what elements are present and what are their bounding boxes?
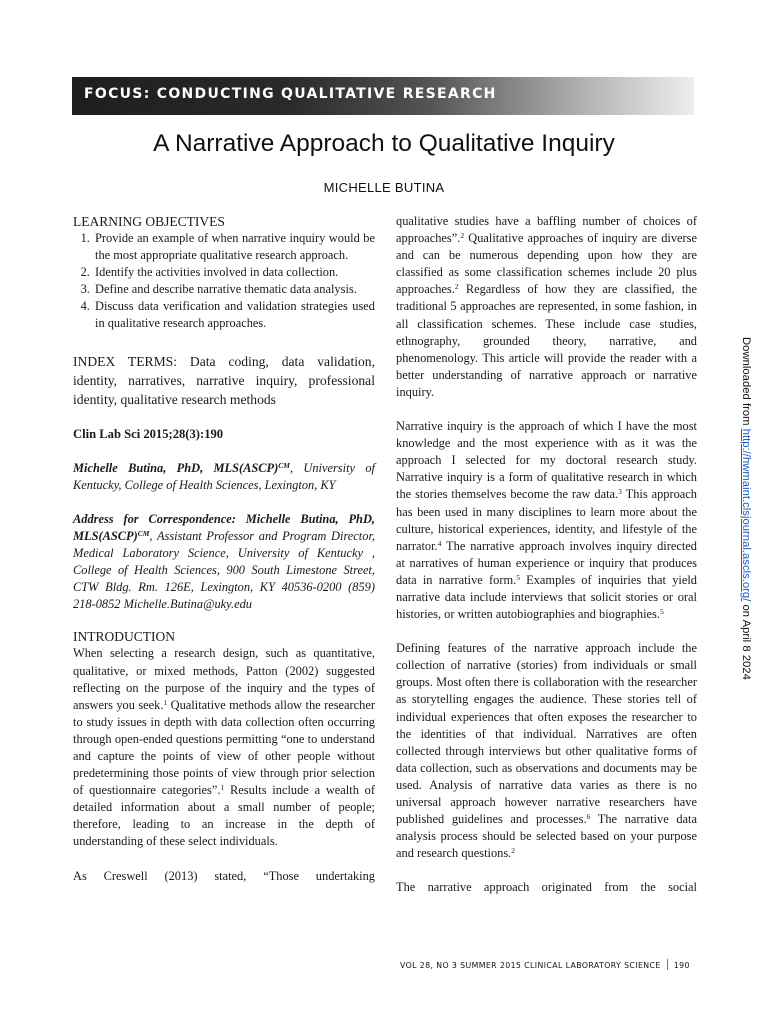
p1-text-a: qualitative studies have a baffling number of choices of approaches”. [396,214,697,246]
page-footer [400,959,690,970]
footnote-ref: 6 [586,812,591,822]
download-suffix: on April 8 2024 [740,601,752,680]
p2-text-c: The narrative approach involves inquiry directed at narratives of human experience or inquiry that produces data in narrative form. [396,538,697,587]
p1-text-c: Regardless of how they are classified, the traditional 5 approaches are represented, in some fashion, in all classification schemes. These include case studies, ethnography, grounded theory, narrative, and phenomenology. This article will provide the reader with a better understanding of narrative approach or narrative inquiry. [396,282,697,399]
right-paragraph-2 [396,418,697,623]
right-paragraph-4: The narrative approach originated from the social [396,880,697,895]
learning-objectives-list [73,230,375,333]
index-terms [73,352,375,409]
objective-item: 1. Provide an example of when narrative inquiry would be the most appropriate qualitative research approach. [93,230,375,264]
footer-journal: VOL 28, NO 3 SUMMER 2015 CLINICAL LABORATORY SCIENCE [400,961,661,970]
footnote-ref: 1 [220,783,225,793]
right-paragraph-1 [396,213,697,401]
footnote-ref: 5 [659,607,664,617]
learning-objectives-heading: LEARNING OBJECTIVES [73,214,225,229]
introduction-heading: INTRODUCTION [73,629,175,645]
intro-text-b: Qualitative methods allow the researcher to study issues in depth with data collection often occurring through open-ended questions permitting “one to understand and capture the points of view of other people without predetermining those points of view through prior selection of questionnaire categories”. [73,697,375,798]
correspondence-cm: CM [137,528,150,538]
correspondence-label: Address for Correspondence: Michelle Butina, PhD, MLS(ASCP) [73,511,375,543]
affiliation-name: Michelle Butina, PhD, MLS(ASCP) [73,460,279,475]
download-prefix: Downloaded from [740,337,752,429]
footnote-ref: 2 [460,231,465,241]
download-notice [740,337,752,680]
banner-text: FOCUS: CONDUCTING QUALITATIVE RESEARCH [84,86,497,102]
article-title: A Narrative Approach to Qualitative Inquiry [153,130,615,157]
index-terms-list: Data coding, data validation, identity, narratives, narrative inquiry, professional identity, qualitative research methods [73,353,375,407]
p3-text-a: Defining features of the narrative approach include the collection of narrative (stories) from individuals or small groups. Most often there is collaboration with the researcher as storytelling engages the audience. These stories tell of individual experiences that often exposes the researcher to the identities of that individual. Narratives are often collected through interviews but other qualitative forms of data collection, such as observations and documents may be used. Analysis of narrative data varies as there is no universal approach however narrative researchers have published guidelines and processes. [396,641,697,827]
p2-text-a: Narrative inquiry is the approach of which I have the most knowledge and the most experience with as it was the approach I selected for my doctoral research study. Narrative inquiry is a form of qualitative research in which the stories themselves become the raw data. [396,419,697,502]
article-author: MICHELLE BUTINA [323,180,445,195]
footnote-ref: 2 [511,846,516,856]
footnote-ref: 2 [454,282,459,292]
correspondence-rest: , Assistant Professor and Program Director, Medical Laboratory Science, University of Kentucky , College of Health Sciences, 900 South Limestone Street, CTW Bldg. Rm. 126E, Lexington, KY 40536-0200 (859) 218-0852 Michelle.Butina@uky.edu [73,528,375,612]
right-paragraph-3 [396,640,697,862]
affiliation-cm: CM [278,460,290,470]
footnote-ref: 3 [618,487,622,497]
objective-item: 2. Identify the activities involved in data collection. [93,264,375,281]
objective-item: 4. Discuss data verification and validation strategies used in qualitative research approaches. [93,298,375,332]
intro-paragraph-2: As Creswell (2013) stated, “Those undertaking [73,868,375,883]
footnote-ref: 4 [437,538,442,548]
intro-paragraph-1 [73,645,375,850]
intro-text-a: When selecting a research design, such as quantitative, qualitative, or mixed methods, Patton (2002) suggested reflecting on the purpose of the inquiry and the types of answers you seek. [73,646,375,712]
footnote-ref: 1 [163,697,168,707]
correspondence-address [73,511,375,614]
left-column [73,213,375,885]
page-number: 190 [673,961,690,970]
intro-text-c: Results include a wealth of detailed information about a small number of people; therefore, leading to an increase in the depth of understanding of these select individuals. [73,783,376,849]
citation: Clin Lab Sci 2015;28(3):190 [73,426,224,441]
right-column [396,213,697,896]
footer-separator [667,959,668,970]
footnote-ref: 5 [516,572,520,582]
p2-text-b: This approach has been used in many disciplines to learn more about the culture, historical experiences, identity, and lifestyle of the narrator. [396,487,697,553]
p3-text-b: The narrative data analysis process should be selected based on your purpose and research questions. [396,812,697,861]
focus-banner [72,77,694,115]
p2-text-d: Examples of inquiries that yield narrative data include interviews that solicit stories or oral histories, or written autobiographies and biographies. [396,572,697,622]
p1-text-b: Qualitative approaches of inquiry are diverse and can be numerous depending upon how they are classified as some classification schemes include 20 plus approaches. [396,231,697,297]
objective-item: 3. Define and describe narrative thematic data analysis. [93,281,375,298]
index-terms-label: INDEX TERMS: [73,353,178,369]
journal-link[interactable]: http://hwmaint.clsjournal.ascls.org/ [740,428,752,602]
author-affiliation [73,460,375,494]
affiliation-rest: , University of Kentucky, College of Health Sciences, Lexington, KY [73,460,376,492]
